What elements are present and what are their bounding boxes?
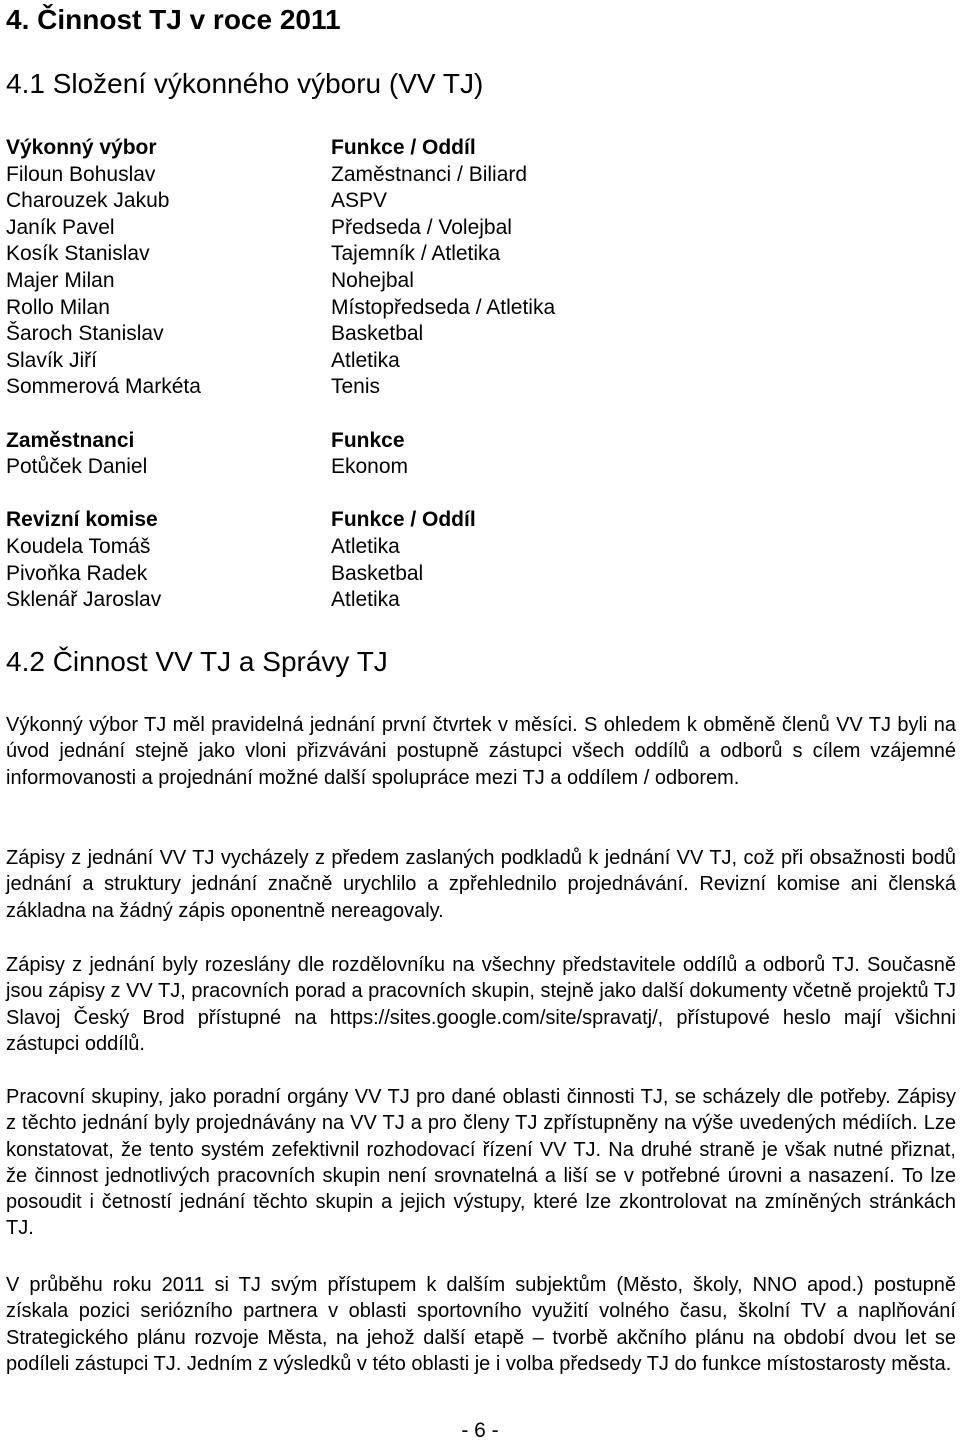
member-function: Atletika (331, 588, 400, 612)
subsection-activity-title: 4.2 Činnost VV TJ a Správy TJ (6, 646, 388, 677)
member-name: Pivoňka Radek (6, 561, 148, 585)
member-function: Předseda / Volejbal (331, 215, 512, 239)
member-function: Místopředseda / Atletika (331, 295, 556, 319)
member-function: Tenis (331, 375, 381, 399)
group-heading: Zaměstnanci (6, 428, 135, 452)
group-heading: Výkonný výbor (6, 136, 157, 159)
page-number: - 6 - (461, 1419, 499, 1442)
member-name: Filoun Bohuslav (6, 162, 156, 186)
group-heading: Revizní komise (6, 508, 158, 532)
member-name: Majer Milan (6, 268, 115, 292)
member-function: Tajemník / Atletika (331, 242, 501, 266)
member-function: Nohejbal (331, 268, 414, 292)
member-name: Sklenář Jaroslav (6, 588, 162, 612)
member-name: Sommerová Markéta (6, 375, 201, 399)
committee-row (6, 534, 946, 561)
paragraph-distribution: Zápisy z jednání byly rozeslány dle rozdělovníku na všechny představitele oddílů a odborů TJ. Současně jsou zápisy z VV TJ, pracovních porad a pracovních skupin, stejně jako další dokumenty včetně projektů TJ Slavoj Český Brod přístupné na https://sites.google.com/site/spravatj/, přístupové heslo mají všichni zástupci oddílů. (6, 954, 956, 1055)
paragraph-meetings: Výkonný výbor TJ měl pravidelná jednání první čtvrtek v měsíci. S ohledem k obměně členů VV TJ byli na úvod jednání stejně jako vloni přizváváni postupně zástupci všech oddílů a odborů s cílem vzájemné informovanosti a projednání možné další spolupráce mezi TJ a oddílem / odborem. (6, 714, 956, 789)
member-function: Basketbal (331, 561, 424, 585)
committee-header-row (6, 507, 946, 534)
member-function: Basketbal (331, 322, 424, 346)
committee-row (6, 215, 946, 242)
committee-table (6, 135, 946, 614)
committee-header-row (6, 135, 946, 162)
member-function: Atletika (331, 348, 400, 372)
committee-row (6, 454, 946, 481)
paragraph-partnership: V průběhu roku 2011 si TJ svým přístupem k dalším subjektům (Město, školy, NNO apod.) postupně získala pozici seriózního partnera v oblasti sportovního využití volného času, školní TV a naplňování Strategického plánu rozvoje Města, na jehož další etapě – tvorbě akčního plánu na období dvou let se podíleli zástupci TJ. Jedním z výsledků v této oblasti je i volba předsedy TJ do funkce místostarosty města. (6, 1274, 956, 1375)
member-name: Slavík Jiří (6, 348, 98, 372)
member-function: Ekonom (331, 455, 409, 479)
function-heading: Funkce / Oddíl (331, 508, 476, 532)
committee-row (6, 481, 946, 508)
member-name: Koudela Tomáš (6, 534, 151, 558)
member-name: Šaroch Stanislav (6, 322, 164, 346)
committee-row (6, 348, 946, 375)
function-heading: Funkce (331, 428, 405, 452)
committee-row (6, 561, 946, 588)
member-function: Atletika (331, 534, 400, 558)
committee-row (6, 241, 946, 268)
committee-row (6, 401, 946, 428)
committee-row (6, 587, 946, 614)
member-name: Rollo Milan (6, 295, 110, 319)
committee-row (6, 188, 946, 215)
function-heading: Funkce / Oddíl (331, 136, 476, 159)
committee-row (6, 295, 946, 322)
paragraph-minutes: Zápisy z jednání VV TJ vycházely z předem zaslaných podkladů k jednání VV TJ, což při obsažnosti bodů jednání a struktury jednání značně urychlilo a zpřehlednilo projednávání. Revizní komise ani členská základna na žádný zápis oponentně nereagovaly. (6, 847, 956, 922)
committee-header-row (6, 428, 946, 455)
subsection-composition-title: 4.1 Složení výkonného výboru (VV TJ) (6, 68, 484, 99)
member-name: Potůček Daniel (6, 455, 148, 479)
section-title: 4. Činnost TJ v roce 2011 (6, 4, 341, 35)
member-name: Kosík Stanislav (6, 242, 150, 266)
committee-row (6, 268, 946, 295)
member-name: Charouzek Jakub (6, 189, 170, 213)
committee-row (6, 321, 946, 348)
paragraph-working-groups: Pracovní skupiny, jako poradní orgány VV TJ pro dané oblasti činnosti TJ, se scházely dle potřeby. Zápisy z těchto jednání byly projednávány na VV TJ a pro členy TJ zpřístupněny na výše uvedených médiích. Lze konstatovat, že tento systém zefektivnil rozhodovací řízení VV TJ. Na druhé straně je však nutné přiznat, že činnost jednotlivých pracovních skupin není srovnatelná a liší se v potřebné úrovni a nasazení. To lze posoudit i četností jednání těchto skupin a jejich výstupy, které lze zkontrolovat na zmíněných stránkách TJ. (6, 1086, 956, 1240)
committee-row (6, 162, 946, 189)
member-function: ASPV (331, 189, 388, 213)
member-name: Janík Pavel (6, 215, 115, 239)
member-function: Zaměstnanci / Biliard (331, 162, 528, 186)
committee-row (6, 374, 946, 401)
